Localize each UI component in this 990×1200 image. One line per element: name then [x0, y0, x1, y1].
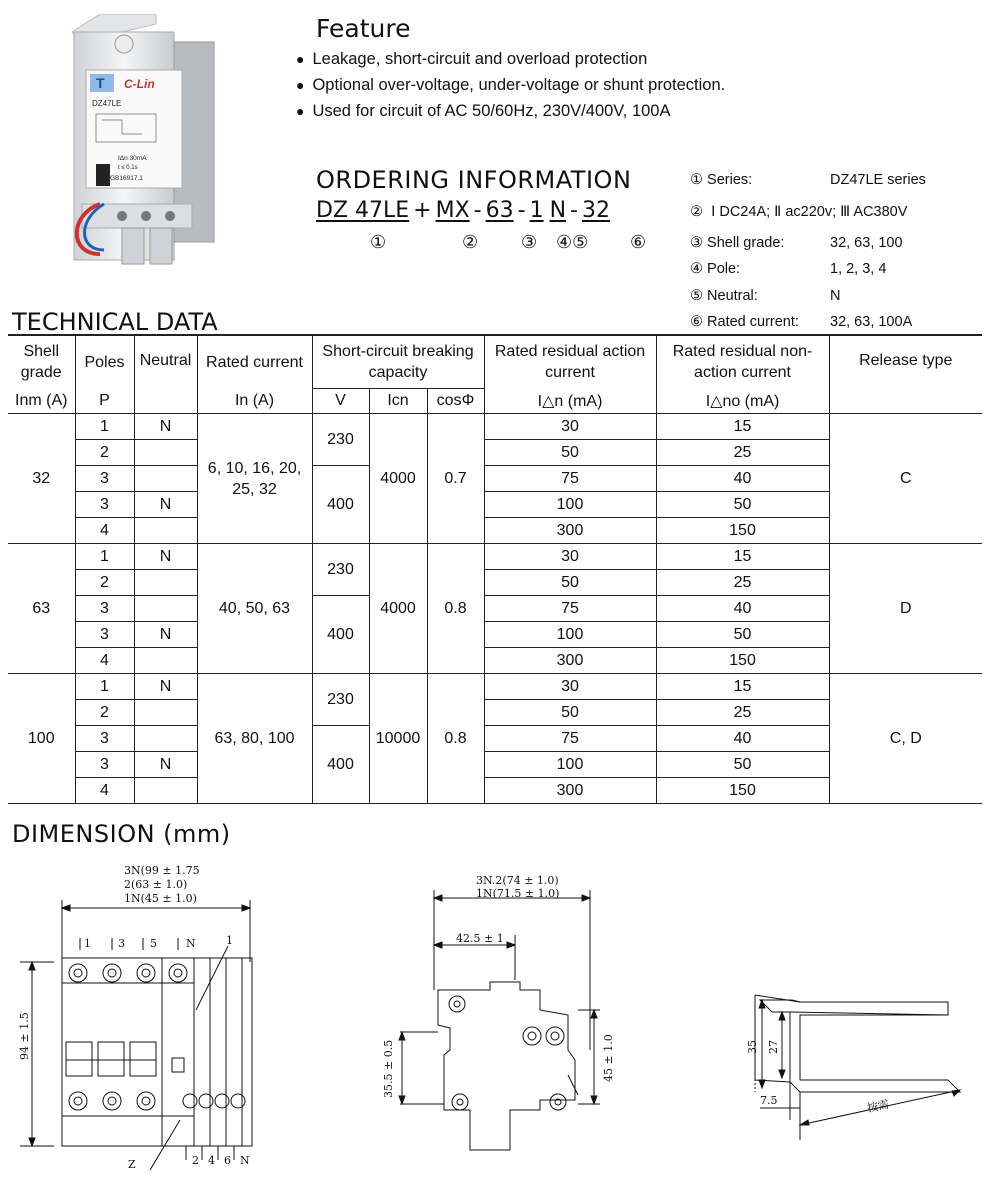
product-time: t ≤ 0.1s: [118, 165, 138, 171]
side-width-3n2: 3N.2(74 ± 1.0): [476, 874, 559, 887]
header-residual-non-action: Rated residual non-action current: [656, 335, 829, 389]
table-row: [8, 414, 982, 440]
cell-residual-action: 30: [484, 674, 656, 700]
cell-residual-action: 100: [484, 492, 656, 518]
side-half-width: 42.5 ± 1: [456, 932, 504, 945]
cell-poles: 2: [75, 700, 134, 726]
cell-shell-grade: 32: [8, 414, 75, 544]
cell-residual-action: 50: [484, 440, 656, 466]
front-width-3n: 3N(99 ± 1.75: [124, 864, 200, 877]
cell-neutral: [134, 570, 197, 596]
front-terminal-label: 4: [208, 1154, 215, 1167]
cell-residual-non-action: 150: [656, 778, 829, 804]
cell-neutral: N: [134, 752, 197, 778]
code-current: 32: [581, 198, 610, 223]
marker-series: ①: [370, 232, 387, 253]
cell-poles: 4: [75, 518, 134, 544]
code-sep: +: [413, 198, 432, 223]
front-terminal-label: 1: [84, 937, 91, 950]
product-photo: [60, 14, 220, 276]
cell-neutral: [134, 596, 197, 622]
side-width-1n: 1N(71.5 ± 1.0): [476, 887, 560, 900]
rail-flange: 7.5: [760, 1094, 778, 1107]
din-rail-drawing: [755, 995, 960, 1140]
cell-residual-action: 75: [484, 596, 656, 622]
cell-residual-action: 75: [484, 726, 656, 752]
side-left-height: 35.5 ± 0.5: [382, 1039, 395, 1098]
subheader-icn: Icn: [369, 389, 427, 414]
rail-length: 按需: [865, 1097, 891, 1115]
cell-release-type: D: [829, 544, 982, 674]
cell-rated-current: 63, 80, 100: [197, 674, 312, 804]
legend-row: ① Series: DZ47LE series: [690, 172, 926, 188]
cell-neutral: [134, 700, 197, 726]
feature-title: Feature: [316, 14, 411, 43]
front-terminals-top: [69, 964, 187, 982]
side-right-height: 45 ± 1.0: [602, 1034, 615, 1082]
table-row: [8, 674, 982, 700]
cell-shell-grade: 100: [8, 674, 75, 804]
cell-poles: 4: [75, 648, 134, 674]
front-terminal-label: 2: [192, 1154, 199, 1167]
cell-voltage: 230: [312, 544, 369, 596]
technical-data-table: [8, 334, 982, 804]
subheader-non-action: I△no (mA): [656, 389, 829, 414]
cell-residual-non-action: 15: [656, 674, 829, 700]
subheader-poles: P: [75, 389, 134, 414]
cell-cos-phi: 0.8: [427, 544, 484, 674]
subheader-rated-current: In (A): [197, 389, 312, 414]
cell-poles: 3: [75, 622, 134, 648]
feature-item: ● Used for circuit of AC 50/60Hz, 230V/400V, 100A: [296, 98, 725, 124]
cell-neutral: [134, 726, 197, 752]
cell-neutral: [134, 440, 197, 466]
front-terminal-label: 5: [150, 937, 157, 950]
cell-neutral: [134, 778, 197, 804]
header-rated-current: Rated current: [197, 335, 312, 389]
cell-cos-phi: 0.8: [427, 674, 484, 804]
cell-rated-current: 40, 50, 63: [197, 544, 312, 674]
marker-accessory: ②: [462, 232, 479, 253]
svg-text:T: T: [96, 75, 105, 91]
front-view-drawing: [20, 900, 252, 1170]
cell-residual-non-action: 15: [656, 544, 829, 570]
cell-icn: 10000: [369, 674, 427, 804]
feature-item: ● Leakage, short-circuit and overload protection: [296, 46, 725, 72]
cell-residual-action: 100: [484, 752, 656, 778]
cell-residual-non-action: 15: [656, 414, 829, 440]
cell-residual-non-action: 150: [656, 648, 829, 674]
code-accessory: MX: [435, 198, 470, 223]
cell-residual-action: 30: [484, 414, 656, 440]
cell-residual-action: 75: [484, 466, 656, 492]
code-sep: -: [570, 198, 578, 223]
cell-residual-action: 30: [484, 544, 656, 570]
cell-neutral: N: [134, 622, 197, 648]
cell-voltage: 230: [312, 674, 369, 726]
dimension-drawings: [0, 850, 990, 1195]
cell-neutral: [134, 518, 197, 544]
cell-cos-phi: 0.7: [427, 414, 484, 544]
header-shell: Shell grade: [8, 335, 75, 389]
cell-residual-non-action: 50: [656, 752, 829, 778]
code-series: DZ 47LE: [316, 198, 410, 223]
header-residual-action: Rated residual action current: [484, 335, 656, 389]
cell-poles: 1: [75, 674, 134, 700]
rail-inner-height: 27: [767, 1040, 780, 1054]
cell-neutral: N: [134, 544, 197, 570]
feature-item: ● Optional over-voltage, under-voltage or shunt protection.: [296, 72, 725, 98]
cell-residual-non-action: 25: [656, 570, 829, 596]
cell-residual-non-action: 40: [656, 726, 829, 752]
cell-neutral: N: [134, 414, 197, 440]
front-terminals-bottom: [69, 1092, 245, 1110]
ordering-title: ORDERING INFORMATION: [316, 166, 632, 194]
cell-residual-non-action: 50: [656, 622, 829, 648]
cell-neutral: N: [134, 492, 197, 518]
legend-row: ③ Shell grade: 32, 63, 100: [690, 235, 903, 251]
cell-voltage: 400: [312, 596, 369, 674]
table-row: [8, 544, 982, 570]
header-poles: Poles: [75, 335, 134, 389]
cell-neutral: [134, 466, 197, 492]
front-z-label: Z: [128, 1158, 136, 1171]
cell-residual-action: 300: [484, 518, 656, 544]
marker-pole-neutral: ④⑤: [556, 232, 589, 253]
legend-row: ⑥ Rated current: 32, 63, 100A: [690, 314, 913, 330]
front-terminal-label: 1: [226, 934, 233, 947]
product-model: DZ47LE: [92, 99, 122, 108]
cell-icn: 4000: [369, 544, 427, 674]
cell-residual-non-action: 40: [656, 466, 829, 492]
cell-residual-non-action: 150: [656, 518, 829, 544]
cell-poles: 2: [75, 570, 134, 596]
product-standard: GB16917.1: [110, 175, 143, 182]
header-breaking-capacity: Short-circuit breaking capacity: [312, 335, 484, 389]
marker-shell: ③: [521, 232, 538, 253]
legend-row: ⑤ Neutral: N: [690, 288, 841, 304]
front-width-2: 2(63 ± 1.0): [124, 878, 188, 891]
technical-title: TECHNICAL DATA: [12, 308, 218, 336]
cell-poles: 3: [75, 752, 134, 778]
cell-poles: 4: [75, 778, 134, 804]
cell-residual-action: 50: [484, 570, 656, 596]
side-view-drawing: [399, 890, 600, 1150]
cell-neutral: N: [134, 674, 197, 700]
front-height: 94 ± 1.5: [18, 1012, 31, 1060]
header-neutral: Neutral: [134, 335, 197, 414]
cell-voltage: 230: [312, 414, 369, 466]
code-neutral: N: [549, 198, 567, 223]
marker-current: ⑥: [630, 232, 647, 253]
front-terminal-label: N: [240, 1154, 250, 1167]
code-sep: -: [517, 198, 526, 223]
cell-residual-non-action: 40: [656, 596, 829, 622]
front-terminal-label: 6: [224, 1154, 231, 1167]
header-release-type: Release type: [829, 335, 982, 414]
cell-poles: 2: [75, 440, 134, 466]
cell-poles: 1: [75, 414, 134, 440]
front-width-1n: 1N(45 ± 1.0): [124, 892, 197, 905]
cell-residual-action: 100: [484, 622, 656, 648]
cell-poles: 3: [75, 466, 134, 492]
cell-poles: 3: [75, 492, 134, 518]
feature-list: [296, 46, 725, 124]
cell-residual-action: 50: [484, 700, 656, 726]
front-terminal-label: 3: [118, 937, 125, 950]
cell-voltage: 400: [312, 466, 369, 544]
cell-residual-non-action: 50: [656, 492, 829, 518]
brand-logo: C-Lin: [124, 77, 155, 91]
cell-residual-non-action: 25: [656, 700, 829, 726]
legend-row: ② Ⅰ DC24A; Ⅱ ac220v; Ⅲ AC380V: [690, 204, 908, 220]
cell-residual-non-action: 25: [656, 440, 829, 466]
subheader-action: I△n (mA): [484, 389, 656, 414]
rail-outer-height: 35: [746, 1040, 759, 1054]
cell-poles: 3: [75, 596, 134, 622]
cell-poles: 3: [75, 726, 134, 752]
cell-voltage: 400: [312, 726, 369, 804]
cell-release-type: C, D: [829, 674, 982, 804]
code-pole: 1: [529, 198, 544, 223]
cell-residual-action: 300: [484, 648, 656, 674]
cell-release-type: C: [829, 414, 982, 544]
cell-neutral: [134, 648, 197, 674]
ordering-code: [316, 198, 610, 223]
subheader-v: V: [312, 389, 369, 414]
dimension-title: DIMENSION (mm): [12, 820, 231, 848]
legend-row: ④ Pole: 1, 2, 3, 4: [690, 261, 887, 277]
front-terminal-label: N: [186, 937, 196, 950]
code-shell: 63: [485, 198, 514, 223]
code-sep: -: [473, 198, 482, 223]
product-rating: IΔn 30mA: [118, 155, 147, 162]
cell-icn: 4000: [369, 414, 427, 544]
cell-poles: 1: [75, 544, 134, 570]
cell-rated-current: 6, 10, 16, 20, 25, 32: [197, 414, 312, 544]
cell-shell-grade: 63: [8, 544, 75, 674]
subheader-cos: cosΦ: [427, 389, 484, 414]
cell-residual-action: 300: [484, 778, 656, 804]
subheader-shell: Inm (A): [8, 389, 75, 414]
